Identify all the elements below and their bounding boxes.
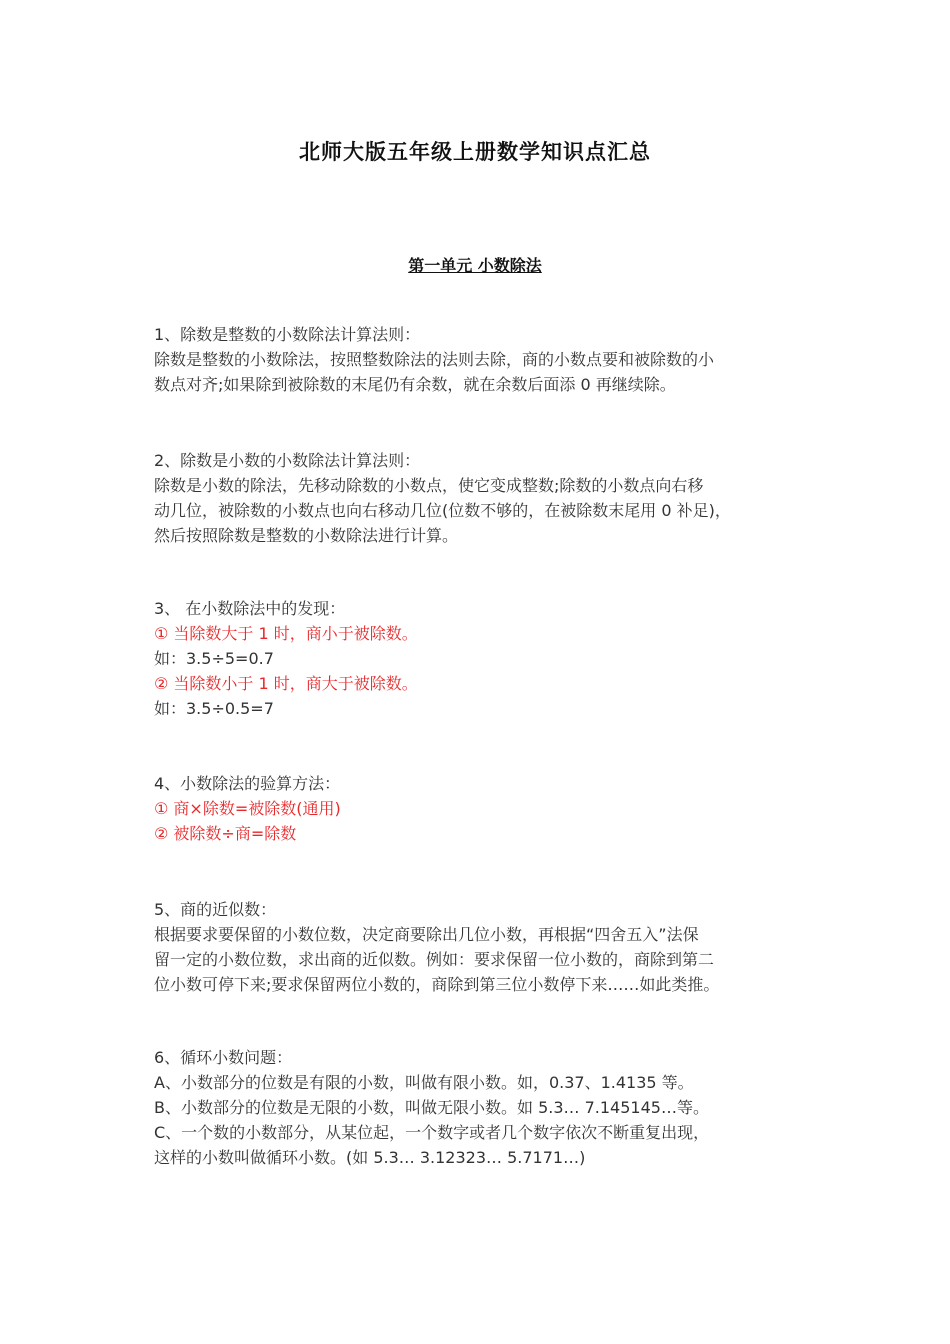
section-4-method-1: ① 商×除数=被除数(通用)	[154, 799, 341, 818]
section-5-line-2: 留一定的小数位数，求出商的近似数。例如：要求保留一位小数的，商除到第二	[154, 950, 715, 969]
section-5-line-3: 位小数可停下来;要求保留两位小数的，商除到第三位小数停下来……如此类推。	[154, 975, 720, 994]
section-1	[154, 322, 814, 397]
section-3-example-2: 如：3.5÷0.5=7	[154, 699, 274, 718]
section-2-heading: 2、除数是小数的小数除法计算法则：	[154, 451, 421, 470]
section-3-rule-2: ② 当除数小于 1 时，商大于被除数。	[154, 674, 418, 693]
section-5	[154, 897, 814, 997]
document-title: 北师大版五年级上册数学知识点汇总	[299, 140, 651, 164]
section-4	[154, 771, 814, 846]
section-6-heading: 6、循环小数问题：	[154, 1048, 293, 1067]
unit-title: 第一单元 小数除法	[408, 256, 542, 275]
section-6-line-d: 这样的小数叫做循环小数。(如 5.3… 3.12323… 5.7171…)	[154, 1148, 586, 1167]
section-5-line-1: 根据要求要保留的小数位数，决定商要除出几位小数，再根据“四舍五入”法保	[154, 925, 699, 944]
section-6-line-b: B、小数部分的位数是无限的小数，叫做无限小数。如 5.3… 7.145145…等。	[154, 1098, 709, 1117]
section-1-line-1: 除数是整数的小数除法，按照整数除法的法则去除，商的小数点要和被除数的小	[154, 350, 715, 369]
section-2	[154, 448, 814, 548]
section-3-rule-1: ① 当除数大于 1 时，商小于被除数。	[154, 624, 418, 643]
section-4-heading: 4、小数除法的验算方法：	[154, 774, 341, 793]
section-1-heading: 1、除数是整数的小数除法计算法则：	[154, 325, 421, 344]
section-2-line-1: 除数是小数的除法，先移动除数的小数点，使它变成整数;除数的小数点向右移	[154, 476, 704, 495]
section-2-line-2: 动几位，被除数的小数点也向右移动几位(位数不够的，在被除数末尾用 0 补足)，	[154, 501, 731, 520]
section-3-example-1: 如：3.5÷5=0.7	[154, 649, 274, 668]
section-6	[154, 1045, 814, 1170]
section-6-line-c: C、一个数的小数部分，从某位起，一个数字或者几个数字依次不断重复出现，	[154, 1123, 710, 1142]
section-6-line-a: A、小数部分的位数是有限的小数，叫做有限小数。如，0.37、1.4135 等。	[154, 1073, 694, 1092]
section-4-method-2: ② 被除数÷商=除数	[154, 824, 297, 843]
section-2-line-3: 然后按照除数是整数的小数除法进行计算。	[154, 526, 459, 545]
section-5-heading: 5、商的近似数：	[154, 900, 277, 919]
section-3	[154, 596, 814, 721]
section-3-heading: 3、 在小数除法中的发现：	[154, 599, 346, 618]
section-1-line-2: 数点对齐;如果除到被除数的末尾仍有余数，就在余数后面添 0 再继续除。	[154, 375, 676, 394]
